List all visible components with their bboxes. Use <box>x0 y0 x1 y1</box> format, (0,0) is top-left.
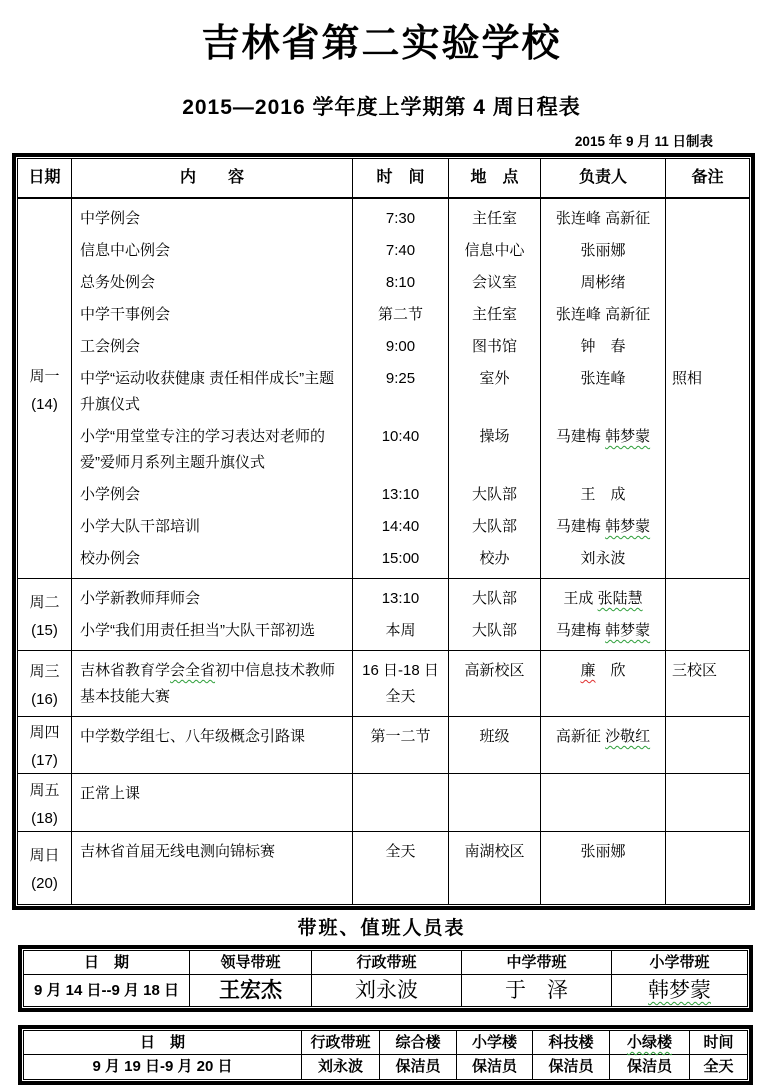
day-label: 周五 (18) <box>18 774 72 831</box>
item-time: 7:30 <box>353 199 449 235</box>
spellcheck-underline: 沙敬红 <box>605 728 651 745</box>
item-place: 室外 <box>449 363 541 421</box>
item-person: 张连峰 高新征 <box>541 199 666 235</box>
item-time: 9:00 <box>353 331 449 363</box>
duty-section-title: 带班、值班人员表 <box>297 918 466 939</box>
item-place: 大队部 <box>449 479 541 511</box>
header-primary-school-duty: 小学带班 <box>649 954 710 971</box>
item-place: 大队部 <box>449 511 541 543</box>
item-time: 9:25 <box>353 363 449 421</box>
spellcheck-underline: 会全省 <box>170 662 216 679</box>
day-label: 周四 (17) <box>18 717 72 773</box>
duty-table-week <box>18 945 753 1012</box>
item-note <box>666 199 749 235</box>
header-place: 地 点 <box>449 159 541 197</box>
item-person: 马建梅 韩梦蒙 <box>541 511 666 543</box>
header-date: 日 期 <box>24 951 190 974</box>
item-note <box>666 421 749 479</box>
schedule-item <box>72 717 749 773</box>
schedule-item <box>72 774 749 831</box>
schedule-item <box>72 235 749 267</box>
schedule-item <box>72 199 749 235</box>
item-time: 7:40 <box>353 235 449 267</box>
day-row-thursday <box>18 717 749 774</box>
spellcheck-underline: 韩梦蒙 <box>605 622 651 639</box>
spellcheck-underline: 韩梦蒙 <box>648 979 711 1002</box>
duty-weekend-header <box>24 1031 747 1055</box>
item-place: 会议室 <box>449 267 541 299</box>
duty-weekend-row <box>24 1055 747 1079</box>
day-row-sunday <box>18 832 749 904</box>
schedule-item <box>72 421 749 479</box>
item-person: 张连峰 高新征 <box>541 299 666 331</box>
page-subtitle: 2015—2016 学年度上学期第 4 周日程表 <box>182 96 581 119</box>
item-content: 中学干事例会 <box>72 299 353 331</box>
spellcheck-underline: 韩梦蒙 <box>605 428 651 445</box>
day-row-friday <box>18 774 749 832</box>
duty-cleaner: 保洁员 <box>610 1055 690 1079</box>
item-person: 张丽娜 <box>541 235 666 267</box>
day-label: 周三 (16) <box>18 651 72 716</box>
item-person: 马建梅 韩梦蒙 <box>541 421 666 479</box>
item-note <box>666 579 749 615</box>
duty-date: 9 月 14 日--9 月 18 日 <box>24 975 190 1006</box>
item-place: 南湖校区 <box>449 832 541 904</box>
schedule-item <box>72 615 749 650</box>
duty-cleaner: 保洁员 <box>533 1055 610 1079</box>
spellcheck-underline: 小绿楼 <box>626 1034 672 1051</box>
item-note <box>666 299 749 331</box>
document <box>0 12 763 1085</box>
item-place: 图书馆 <box>449 331 541 363</box>
item-content: 中学数学组七、八年级概念引路课 <box>72 717 353 773</box>
duty-time: 全天 <box>703 1058 734 1075</box>
header-content: 内 容 <box>72 159 353 197</box>
duty-admin: 刘永波 <box>312 975 462 1006</box>
item-note <box>666 331 749 363</box>
duty-week-row <box>24 975 747 1006</box>
date-note: 2015 年 9 月 11 日制表 <box>574 134 713 149</box>
item-place: 校办 <box>449 543 541 578</box>
header-note: 备注 <box>691 169 724 186</box>
header-time: 时间 <box>703 1034 734 1051</box>
schedule-item <box>72 299 749 331</box>
day-row-monday <box>18 199 749 579</box>
item-note <box>666 543 749 578</box>
item-content: 正常上课 <box>72 774 353 831</box>
header-green-building <box>610 1031 690 1054</box>
item-time: 第二节 <box>353 299 449 331</box>
item-note <box>666 267 749 299</box>
duty-primary <box>612 975 747 1006</box>
header-middle-school-duty: 中学带班 <box>462 951 612 974</box>
schedule-item <box>72 267 749 299</box>
schedule-item <box>72 579 749 615</box>
item-note <box>666 832 749 904</box>
duty-table-weekend <box>18 1025 753 1085</box>
duty-week-header <box>24 951 747 975</box>
item-time: 13:10 <box>353 579 449 615</box>
duty-leader: 王宏杰 <box>190 975 312 1006</box>
item-content: 吉林省首届无线电测向锦标赛 <box>72 832 353 904</box>
schedule-item <box>72 479 749 511</box>
item-content: 中学例会 <box>72 199 353 235</box>
spellcheck-underline: 韩梦蒙 <box>605 518 651 535</box>
spellcheck-underline: 张陆慧 <box>597 590 643 607</box>
day-row-tuesday <box>18 579 749 651</box>
item-time <box>353 774 449 831</box>
item-place: 操场 <box>449 421 541 479</box>
item-person <box>541 774 666 831</box>
spellcheck-underline-red: 廉 <box>580 662 596 679</box>
item-note <box>666 774 749 831</box>
item-content: 信息中心例会 <box>72 235 353 267</box>
item-place: 大队部 <box>449 579 541 615</box>
item-person: 廉 欣 <box>541 651 666 716</box>
item-note <box>666 235 749 267</box>
header-person: 负责人 <box>541 159 666 197</box>
day-label: 周日 (20) <box>18 832 72 904</box>
item-content: 校办例会 <box>72 543 353 578</box>
item-time: 16 日-18 日 全天 <box>353 651 449 716</box>
item-note <box>666 479 749 511</box>
item-person: 王 成 <box>541 479 666 511</box>
item-note <box>666 615 749 650</box>
item-content: 小学“用堂堂专注的学习表达对老师的爱”爱师月系列主题升旗仪式 <box>72 421 353 479</box>
item-note: 照相 <box>672 370 703 387</box>
day-label: 周一 (14) <box>18 199 72 578</box>
schedule-table <box>12 153 755 910</box>
day-row-wednesday <box>18 651 749 717</box>
schedule-item <box>72 651 749 716</box>
header-date: 日期 <box>18 159 72 197</box>
item-time: 15:00 <box>353 543 449 578</box>
item-time: 10:40 <box>353 421 449 479</box>
item-time: 第一二节 <box>353 717 449 773</box>
header-date: 日 期 <box>24 1031 302 1054</box>
item-content: 小学新教师拜师会 <box>72 579 353 615</box>
item-person: 王成 张陆慧 <box>541 579 666 615</box>
item-place: 高新校区 <box>449 651 541 716</box>
item-time: 本周 <box>353 615 449 650</box>
header-leader-duty: 领导带班 <box>190 951 312 974</box>
day-label: 周二 (15) <box>18 579 72 650</box>
item-note <box>666 511 749 543</box>
item-time: 14:40 <box>353 511 449 543</box>
duty-date: 9 月 19 日-9 月 20 日 <box>24 1055 302 1079</box>
item-content: 小学例会 <box>72 479 353 511</box>
header-science-building: 科技楼 <box>533 1031 610 1054</box>
schedule-item <box>72 832 749 904</box>
schedule-item <box>72 543 749 578</box>
item-content: 工会例会 <box>72 331 353 363</box>
item-place: 主任室 <box>449 199 541 235</box>
item-time: 全天 <box>353 832 449 904</box>
header-primary-building: 小学楼 <box>457 1031 533 1054</box>
header-comprehensive-building: 综合楼 <box>380 1031 457 1054</box>
item-person: 周彬绪 <box>541 267 666 299</box>
item-person: 刘永波 <box>541 543 666 578</box>
header-time: 时 间 <box>353 159 449 197</box>
schedule-header-row <box>18 159 749 199</box>
page-title: 吉林省第二实验学校 <box>201 23 562 65</box>
item-place: 大队部 <box>449 615 541 650</box>
duty-admin: 刘永波 <box>302 1055 380 1079</box>
item-content: 小学“我们用责任担当”大队干部初选 <box>72 615 353 650</box>
schedule-item <box>72 363 749 421</box>
item-place: 班级 <box>449 717 541 773</box>
item-note: 三校区 <box>672 662 718 679</box>
item-content: 中学“运动收获健康 责任相伴成长”主题升旗仪式 <box>72 363 353 421</box>
item-content: 吉林省教育学会全省初中信息技术教师基本技能大赛 <box>72 651 353 716</box>
duty-middle: 于 泽 <box>462 975 612 1006</box>
header-admin-duty: 行政带班 <box>312 951 462 974</box>
item-content: 总务处例会 <box>72 267 353 299</box>
item-person: 马建梅 韩梦蒙 <box>541 615 666 650</box>
schedule-item <box>72 331 749 363</box>
item-place: 主任室 <box>449 299 541 331</box>
item-time: 8:10 <box>353 267 449 299</box>
schedule-item <box>72 511 749 543</box>
item-time: 13:10 <box>353 479 449 511</box>
item-content: 小学大队干部培训 <box>72 511 353 543</box>
duty-cleaner: 保洁员 <box>380 1055 457 1079</box>
item-person: 钟 春 <box>541 331 666 363</box>
item-place: 信息中心 <box>449 235 541 267</box>
item-person: 张连峰 <box>541 363 666 421</box>
item-person: 张丽娜 <box>541 832 666 904</box>
item-place <box>449 774 541 831</box>
item-person: 高新征 沙敬红 <box>541 717 666 773</box>
header-admin-duty: 行政带班 <box>302 1031 380 1054</box>
duty-cleaner: 保洁员 <box>457 1055 533 1079</box>
item-note <box>666 717 749 773</box>
